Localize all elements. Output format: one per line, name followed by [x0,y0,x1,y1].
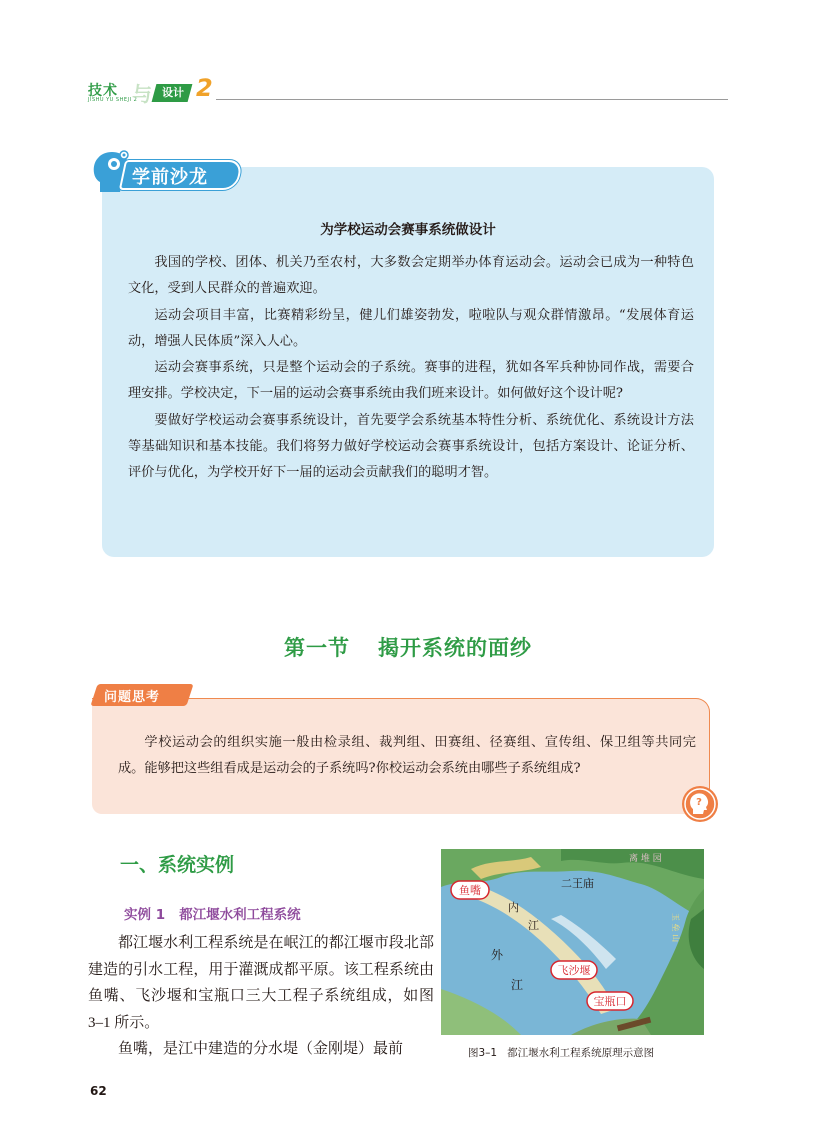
running-header [88,74,728,106]
label-neijiang-1: 内 [508,901,519,914]
svg-text:?: ? [696,797,702,808]
label-top-right: 离 堆 园 [629,854,662,864]
caption-number: 图3–1 [468,1047,498,1059]
section-number: 第一节 [284,636,350,660]
header-rule [216,99,728,100]
book-title-part1: 技术 [88,83,118,99]
label-baopingkou: 宝瓶口 [593,995,627,1008]
page-number: 62 [90,1084,107,1098]
case-label: 实例 1 [124,907,166,923]
case-name: 都江堰水利工程系统 [179,907,301,923]
question-tag-label: 问题思考 [104,690,161,705]
dujiangyan-diagram [441,849,704,1035]
label-yuzui: 鱼嘴 [459,884,481,897]
question-body [118,730,696,783]
book-title-part2: 设计 [152,84,193,102]
book-volume-number: 2 [196,74,213,102]
body-text [88,930,434,1063]
case-title [124,903,301,923]
thinking-head-icon [680,784,720,824]
book-title-pinyin: JISHU YU SHEJI 2 [88,97,138,103]
figure-caption [468,1045,654,1060]
label-waijiang-1: 外 [491,948,504,962]
body-paragraph: 都江堰水利工程系统是在岷江的都江堰市段北部建造的引水工程，用于灌溉成都平原。该工程系统由鱼嘴、飞沙堰和宝瓶口三大工程子系统组成，如图 3–1 所示。 [88,935,434,1031]
label-waijiang-2: 江 [511,978,524,992]
label-right-side: 玉 垒 山 [671,913,680,943]
label-erwangmiao: 二王庙 [561,877,594,890]
body-paragraph: 鱼嘴，是江中建造的分水堤（金刚堤）最前 [118,1041,404,1057]
book-title-and: 与 [132,82,152,106]
subsection-heading: 一、系统实例 [120,854,235,876]
salon-paragraph: 运动会项目丰富，比赛精彩纷呈，健儿们雄姿勃发，啦啦队与观众群情激昂。“发展体育运动，增强人民体质”深入人心。 [128,307,694,349]
section-title: 揭开系统的面纱 [378,636,532,660]
salon-paragraph: 我国的学校、团体、机关乃至农村，大多数会定期举办体育运动会。运动会已成为一种特色文化，受到人民群众的普遍欢迎。 [128,255,694,297]
salon-paragraph: 要做好学校运动会赛事系统设计，首先要学会系统基本特性分析、系统优化、系统设计方法等基础知识和基本技能。我们将努力做好学校运动会赛事系统设计，包括方案设计、论证分析、评价与优化，为学校开好下一届的运动会贡献我们的聪明才智。 [128,412,694,481]
label-feishayan: 飞沙堰 [557,964,591,977]
salon-tag-label: 学前沙龙 [132,167,208,188]
section-heading [0,632,816,662]
caption-text: 都江堰水利工程系统原理示意图 [507,1047,655,1059]
salon-title: 为学校运动会赛事系统做设计 [320,222,496,238]
label-neijiang-2: 江 [528,919,539,932]
salon-paragraph: 运动会赛事系统，只是整个运动会的子系统。赛事的进程，犹如各军兵种协同作战，需要合理安排。学校决定，下一届的运动会赛事系统由我们班来设计。如何做好这个设计呢? [128,360,694,402]
salon-body [128,250,694,487]
question-text: 学校运动会的组织实施一般由检录组、裁判组、田赛组、径赛组、宣传组、保卫组等共同完成。能够把这些组看成是运动会的子系统吗?你校运动会系统由哪些子系统组成? [118,735,696,777]
pre-study-salon-tag [122,160,240,190]
